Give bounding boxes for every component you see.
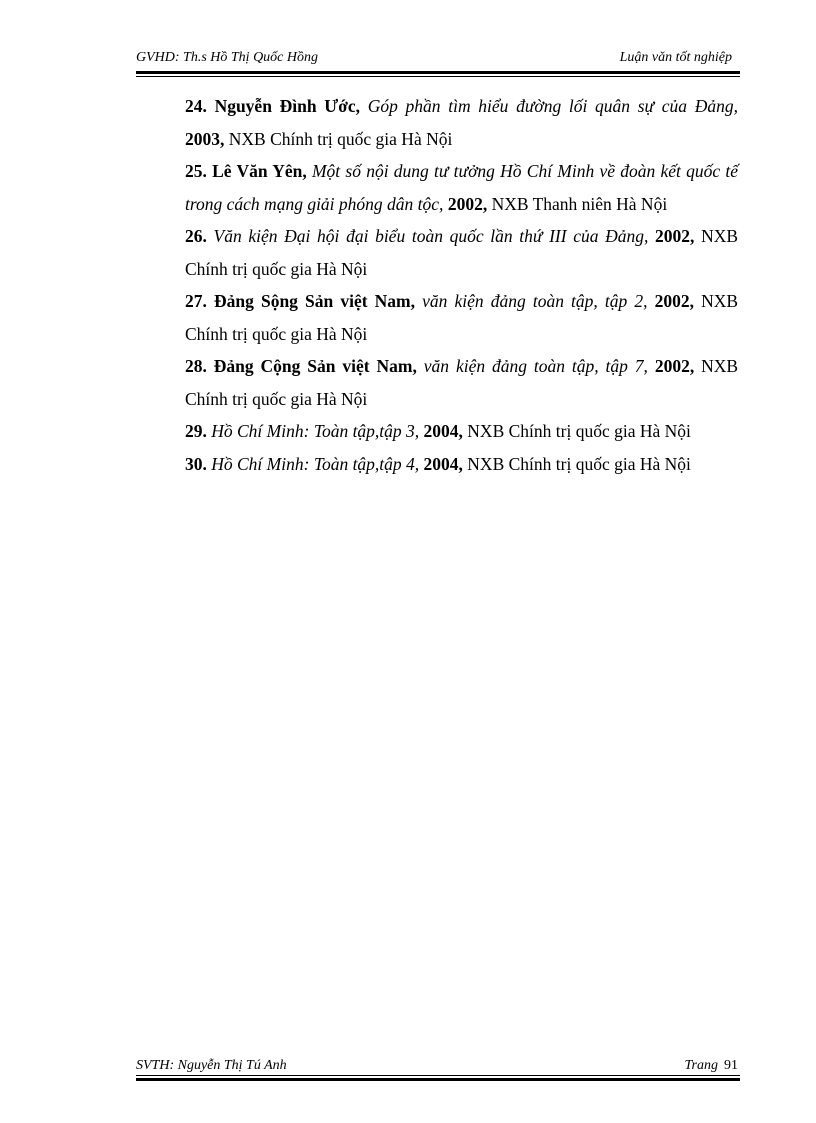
page-header: [136, 50, 740, 70]
reference-publisher: NXB Thanh niên Hà Nội: [491, 193, 668, 214]
reference-author: Lê Văn Yên,: [212, 161, 307, 181]
reference-publisher: NXB Chính trị quốc gia Hà Nội: [185, 356, 739, 409]
header-rule-thick: [136, 71, 740, 74]
reference-title: Góp phần tìm hiểu đường lối quân sự của Đảng,: [367, 96, 738, 116]
reference-number: 30.: [185, 453, 207, 474]
reference-number: 24.: [185, 96, 207, 116]
reference-publisher: NXB Chính trị quốc gia Hà Nội: [185, 291, 739, 344]
reference-list: [185, 90, 738, 480]
reference-title: Hồ Chí Minh: Toàn tập,tập 4,: [211, 453, 420, 474]
reference-entry: [185, 155, 738, 220]
reference-entry: [185, 285, 738, 350]
reference-entry: [185, 448, 738, 481]
reference-title: văn kiện đảng toàn tập, tập 2,: [422, 291, 648, 311]
reference-number: 25.: [185, 161, 207, 181]
reference-entry: [185, 350, 738, 415]
reference-title: văn kiện đảng toàn tập, tập 7,: [423, 356, 648, 376]
header-advisor: GVHD: Th.s Hồ Thị Quốc Hồng: [136, 50, 318, 65]
reference-number: 27.: [185, 291, 207, 311]
footer-student: SVTH: Nguyễn Thị Tú Anh: [136, 1058, 287, 1073]
reference-publisher: NXB Chính trị quốc gia Hà Nội: [467, 453, 691, 474]
reference-year: 2004,: [423, 453, 463, 474]
reference-publisher: NXB Chính trị quốc gia Hà Nội: [467, 421, 691, 441]
reference-year: 2002,: [654, 291, 694, 311]
reference-year: 2003,: [185, 128, 225, 149]
reference-number: 26.: [185, 226, 207, 246]
reference-author: Đảng Sộng Sản việt Nam,: [213, 291, 415, 311]
footer-page-number: 91: [724, 1058, 738, 1073]
reference-publisher: NXB Chính trị quốc gia Hà Nội: [185, 226, 739, 279]
reference-title: Một số nội dung tư tưởng Hồ Chí Minh về đoàn kết quốc tế trong cách mạng giải phóng dân tộc,: [185, 161, 739, 214]
reference-number: 28.: [185, 356, 207, 376]
footer-page-label: Trang: [684, 1058, 718, 1073]
reference-number: 29.: [185, 421, 207, 441]
header-rule-thin: [136, 76, 740, 77]
reference-entry: [185, 90, 738, 155]
reference-entry: [185, 220, 738, 285]
reference-author: Nguyễn Đình Ước,: [214, 96, 361, 116]
page-footer: [136, 1058, 740, 1078]
footer-rule-thick: [136, 1078, 740, 1081]
reference-title: Văn kiện Đại hội đại biểu toàn quốc lần thứ III của Đảng,: [213, 226, 649, 246]
reference-title: Hồ Chí Minh: Toàn tập,tập 3,: [211, 421, 420, 441]
reference-publisher: NXB Chính trị quốc gia Hà Nội: [228, 128, 453, 149]
reference-year: 2002,: [655, 226, 695, 246]
reference-year: 2002,: [654, 356, 695, 376]
footer-page: [685, 1058, 738, 1074]
reference-entry: [185, 415, 738, 448]
header-thesis-title: Luận văn tốt nghiệp: [619, 50, 732, 65]
reference-author: Đảng Cộng Sản việt Nam,: [213, 356, 417, 376]
reference-year: 2004,: [423, 421, 463, 441]
reference-year: 2002,: [447, 193, 488, 214]
